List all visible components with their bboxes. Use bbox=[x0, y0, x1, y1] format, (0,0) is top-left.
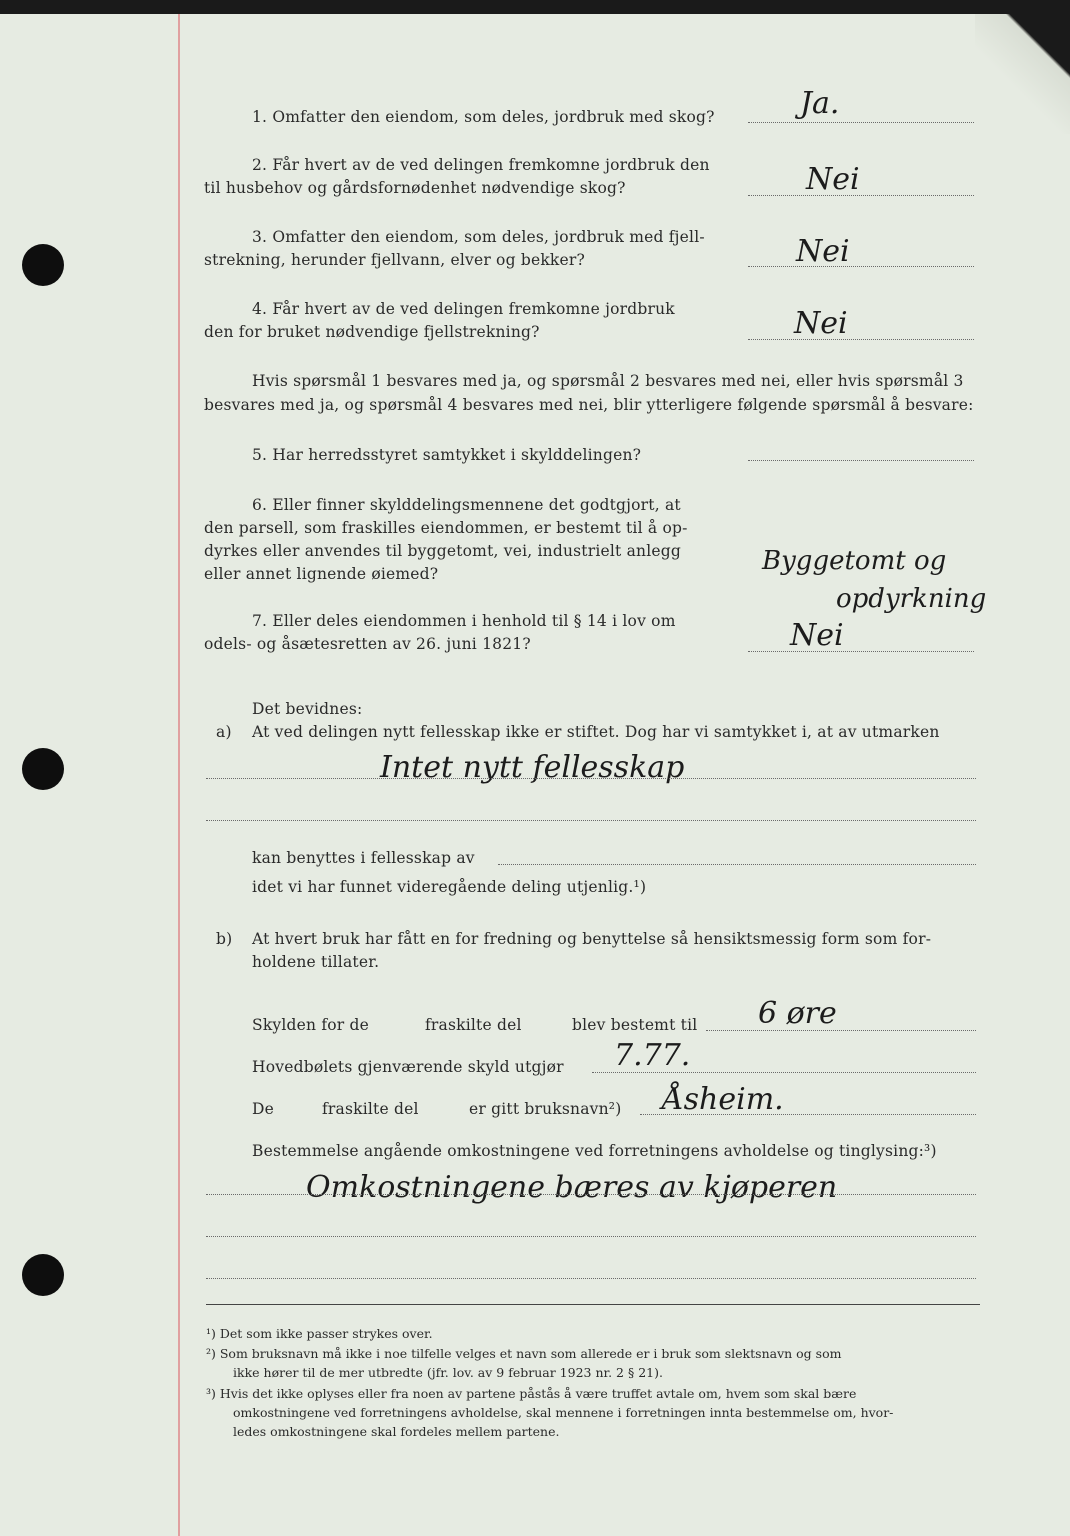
question-2-line-2: til husbehov og gårdsfornødenhet nødvendige skog? bbox=[204, 179, 626, 197]
bruksnavn-label-part-2: fraskilte del bbox=[322, 1100, 419, 1118]
question-7-line-1: 7. Eller deles eiendommen i henhold til § 14 i lov om bbox=[252, 612, 676, 630]
division-reason: idet vi har funnet videregående deling utjenlig.¹) bbox=[252, 878, 647, 896]
punch-hole bbox=[22, 748, 64, 790]
punch-hole bbox=[22, 244, 64, 286]
answer-line bbox=[748, 195, 974, 196]
question-6-line-1: 6. Eller finner skylddelingsmennene det godtgjort, at bbox=[252, 496, 681, 514]
question-7-line-2: odels- og åsætesretten av 26. juni 1821? bbox=[204, 635, 531, 653]
fill-line bbox=[206, 778, 976, 779]
answer-2-handwritten: Nei bbox=[806, 162, 860, 197]
section-b-line-2: holdene tillater. bbox=[252, 953, 380, 971]
conditional-intro-line-2: besvares med ja, og spørsmål 4 besvares med nei, blir ytterligere følgende spørsmål å besvare: bbox=[204, 396, 974, 414]
footnote-3-line-2: omkostningene ved forretningens avholdelse, skal mennene i forretningen innta bestemmelse om, hvor- bbox=[233, 1405, 894, 1420]
answer-line bbox=[748, 339, 974, 340]
conditional-intro-line-1: Hvis spørsmål 1 besvares med ja, og spørsmål 2 besvares med nei, eller hvis spørsmål 3 bbox=[252, 372, 964, 390]
fill-line bbox=[206, 1236, 976, 1237]
document-page bbox=[0, 14, 1070, 1536]
footnote-3-line-3: ledes omkostningene skal fordeles mellem partene. bbox=[233, 1424, 560, 1439]
margin-line bbox=[178, 14, 180, 1536]
fill-line bbox=[706, 1030, 976, 1031]
fill-line bbox=[498, 864, 976, 865]
answer-1-handwritten: Ja. bbox=[800, 86, 840, 121]
question-3-line-2: strekning, herunder fjellvann, elver og bekker? bbox=[204, 251, 586, 269]
answer-line bbox=[748, 651, 974, 652]
answer-6-handwritten-line-1: Byggetomt og bbox=[762, 546, 947, 576]
question-4-line-2: den for bruket nødvendige fjellstrekning? bbox=[204, 323, 540, 341]
attestation-heading: Det bevidnes: bbox=[252, 700, 363, 718]
footnote-divider bbox=[206, 1304, 980, 1305]
section-a-text: At ved delingen nytt fellesskap ikke er stiftet. Dog har vi samtykket i, at av utmarken bbox=[252, 723, 940, 741]
bruksnavn-value-handwritten: Åsheim. bbox=[662, 1082, 784, 1117]
answer-line bbox=[748, 460, 974, 461]
section-a-label: a) bbox=[216, 723, 232, 741]
punch-hole bbox=[22, 1254, 64, 1296]
fill-line bbox=[206, 1278, 976, 1279]
footnote-3-line-1: ³) Hvis det ikke oplyses eller fra noen av partene påstås å være truffet avtale om, hvem som skal bære bbox=[206, 1386, 857, 1401]
question-5: 5. Har herredsstyret samtykket i skylddelingen? bbox=[252, 446, 642, 464]
skyld-value-handwritten: 6 øre bbox=[758, 996, 837, 1031]
footnote-2-line-2: ikke hører til de mer utbredte (jfr. lov. av 9 februar 1923 nr. 2 § 21). bbox=[233, 1365, 663, 1380]
skyld-label-part-3: blev bestemt til bbox=[572, 1016, 698, 1034]
footnote-2-line-1: ²) Som bruksnavn må ikke i noe tilfelle velges et navn som allerede er i bruk som slektsnavn og som bbox=[206, 1346, 842, 1361]
section-b-line-1: At hvert bruk har fått en for fredning og benyttelse så hensiktsmessig form som for- bbox=[252, 930, 932, 948]
hovedbol-value-handwritten: 7.77. bbox=[614, 1038, 691, 1073]
bruksnavn-label-part-3: er gitt bruksnavn²) bbox=[469, 1100, 622, 1118]
section-b-label: b) bbox=[216, 930, 233, 948]
question-3-line-1: 3. Omfatter den eiendom, som deles, jordbruk med fjell- bbox=[252, 228, 705, 246]
fill-line bbox=[206, 1194, 976, 1195]
question-6-line-3: dyrkes eller anvendes til byggetomt, vei, industrielt anlegg bbox=[204, 542, 681, 560]
question-4-line-1: 4. Får hvert av de ved delingen fremkomne jordbruk bbox=[252, 300, 675, 318]
page-corner-fold bbox=[975, 14, 1070, 134]
shared-use-label: kan benyttes i fellesskap av bbox=[252, 849, 475, 867]
answer-7-handwritten: Nei bbox=[790, 618, 844, 653]
skyld-label-part-1: Skylden for de bbox=[252, 1016, 370, 1034]
answer-6-handwritten-line-2: opdyrkning bbox=[836, 584, 987, 614]
fill-line bbox=[206, 820, 976, 821]
hovedbol-label: Hovedbølets gjenværende skyld utgjør bbox=[252, 1058, 564, 1076]
question-2-line-1: 2. Får hvert av de ved delingen fremkomne jordbruk den bbox=[252, 156, 710, 174]
bruksnavn-label-part-1: De bbox=[252, 1100, 275, 1118]
answer-4-handwritten: Nei bbox=[794, 306, 848, 341]
question-6-line-2: den parsell, som fraskilles eiendommen, er bestemt til å op- bbox=[204, 519, 688, 537]
question-6-line-4: eller annet lignende øiemed? bbox=[204, 565, 439, 583]
answer-line bbox=[748, 266, 974, 267]
answer-3-handwritten: Nei bbox=[796, 234, 850, 269]
question-1: 1. Omfatter den eiendom, som deles, jordbruk med skog? bbox=[252, 108, 715, 126]
footnote-1: ¹) Det som ikke passer strykes over. bbox=[206, 1326, 433, 1341]
cost-value-handwritten: Omkostningene bæres av kjøperen bbox=[306, 1170, 838, 1205]
skyld-label-part-2: fraskilte del bbox=[425, 1016, 522, 1034]
section-a-handwritten: Intet nytt fellesskap bbox=[380, 750, 685, 785]
cost-label: Bestemmelse angående omkostningene ved forretningens avholdelse og tinglysing:³) bbox=[252, 1142, 937, 1160]
answer-line bbox=[748, 122, 974, 123]
